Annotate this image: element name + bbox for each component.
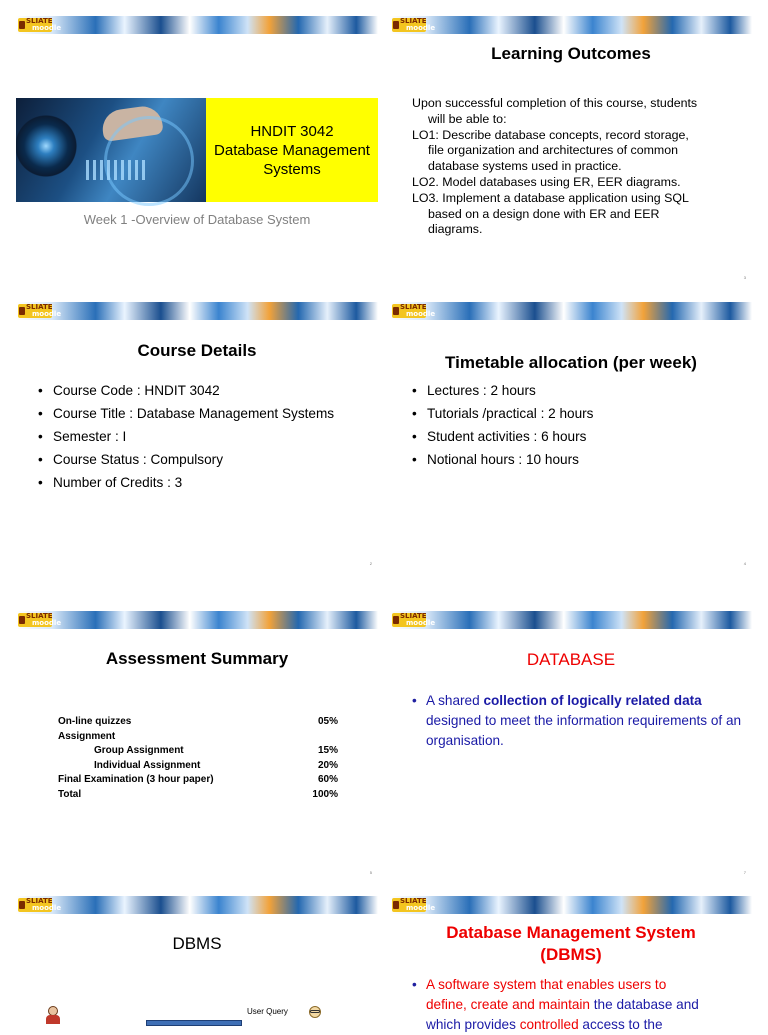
page-number: 3 — [743, 275, 746, 280]
list-item: • Semester : I — [38, 425, 334, 448]
lo-item: based on a design done with ER and EER — [428, 206, 660, 221]
sliate-moodle-logo: SLIATE moodle — [18, 18, 52, 32]
slide-heading: Timetable allocation (per week) — [445, 353, 697, 372]
dbms-definition: • A software system that enables users to define, create and maintain the database and which provides controlled access to the — [412, 977, 699, 1032]
slide-subtitle: Week 1 -Overview of Database System — [83, 212, 311, 227]
slide-banner — [16, 302, 378, 320]
sliate-moodle-logo: SLIATE moodle — [392, 18, 426, 32]
page-number: 2 — [369, 561, 372, 566]
table-row: Group Assignment 15% — [94, 745, 338, 756]
learning-outcomes — [412, 96, 742, 238]
sliate-moodle-logo: SLIATE moodle — [392, 613, 426, 627]
slide-2 — [390, 16, 752, 296]
slide-heading: DBMS — [172, 934, 222, 953]
slide-banner — [390, 896, 752, 914]
lo-item: LO1: Describe database concepts, record storage, — [412, 127, 689, 142]
slide-8 — [390, 896, 752, 1032]
user-figure-icon — [306, 1006, 324, 1024]
sliate-moodle-logo: SLIATE moodle — [18, 898, 52, 912]
slide-heading: Course Details — [137, 341, 257, 360]
list-item: • Lectures : 2 hours — [412, 379, 593, 402]
sliate-moodle-logo: SLIATE moodle — [392, 304, 426, 318]
course-details-list — [38, 379, 334, 494]
slide-banner — [390, 611, 752, 629]
slide-banner — [390, 16, 752, 34]
list-item: • Number of Credits : 3 — [38, 471, 334, 494]
assessment-table — [58, 715, 338, 802]
dbms-box — [146, 1020, 242, 1026]
title-line: HNDIT 3042 — [250, 122, 334, 140]
lo-intro: Upon successful completion of this course, students — [412, 96, 698, 110]
slide-banner — [16, 16, 378, 34]
page-number: 7 — [743, 870, 746, 875]
slide-banner — [16, 611, 378, 629]
user-figure-icon — [46, 1006, 60, 1024]
list-item: • Tutorials /practical : 2 hours — [412, 402, 593, 425]
user-query-label: User Query — [247, 1007, 288, 1016]
table-row: Individual Assignment 20% — [94, 759, 338, 771]
sliate-moodle-logo: SLIATE moodle — [392, 898, 426, 912]
lo-item: LO2. Model databases using ER, EER diagrams. — [412, 174, 681, 189]
sliate-moodle-logo: SLIATE moodle — [18, 304, 52, 318]
slide-6 — [390, 611, 752, 891]
list-item: • Course Status : Compulsory — [38, 448, 334, 471]
slide-7 — [16, 896, 378, 1024]
slide-heading: Learning Outcomes — [491, 44, 651, 63]
title-line: Systems — [263, 160, 321, 178]
page-number: 4 — [743, 561, 746, 566]
lo-item: LO3. Implement a database application using SQL — [412, 190, 689, 205]
timetable-list — [412, 379, 593, 471]
list-item: • Student activities : 6 hours — [412, 425, 593, 448]
lo-item: file organization and architectures of common — [428, 143, 679, 158]
course-title-box — [206, 98, 378, 202]
table-row: Total 100% — [58, 788, 338, 800]
list-item: • Course Code : HNDIT 3042 — [38, 379, 334, 402]
title-line: Database Management — [214, 141, 370, 159]
title-image — [16, 98, 206, 202]
slide-5 — [16, 611, 378, 891]
slide-heading: DATABASE — [526, 650, 616, 669]
lo-item: database systems used in practice. — [428, 159, 622, 174]
lo-item: diagrams. — [428, 222, 483, 237]
list-item: • Notional hours : 10 hours — [412, 448, 593, 471]
slide-1 — [16, 16, 378, 296]
page-number: 5 — [369, 870, 372, 875]
slide-heading: Database Management System (DBMS) — [446, 923, 696, 964]
database-definition: • A shared collection of logically related data designed to meet the information requirements of an organisation. — [412, 693, 742, 748]
slide-banner — [16, 896, 378, 914]
table-row: Assignment — [58, 730, 116, 742]
slide-banner — [390, 302, 752, 320]
list-item: • Course Title : Database Management Systems — [38, 402, 334, 425]
table-row: Final Examination (3 hour paper) 60% — [58, 774, 338, 785]
slide-3 — [16, 302, 378, 582]
lo-intro: will be able to: — [428, 111, 507, 126]
slide-heading: Assessment Summary — [105, 649, 289, 668]
slide-4 — [390, 302, 752, 582]
sliate-moodle-logo: SLIATE moodle — [18, 613, 52, 627]
table-row: On-line quizzes 05% — [58, 716, 338, 727]
